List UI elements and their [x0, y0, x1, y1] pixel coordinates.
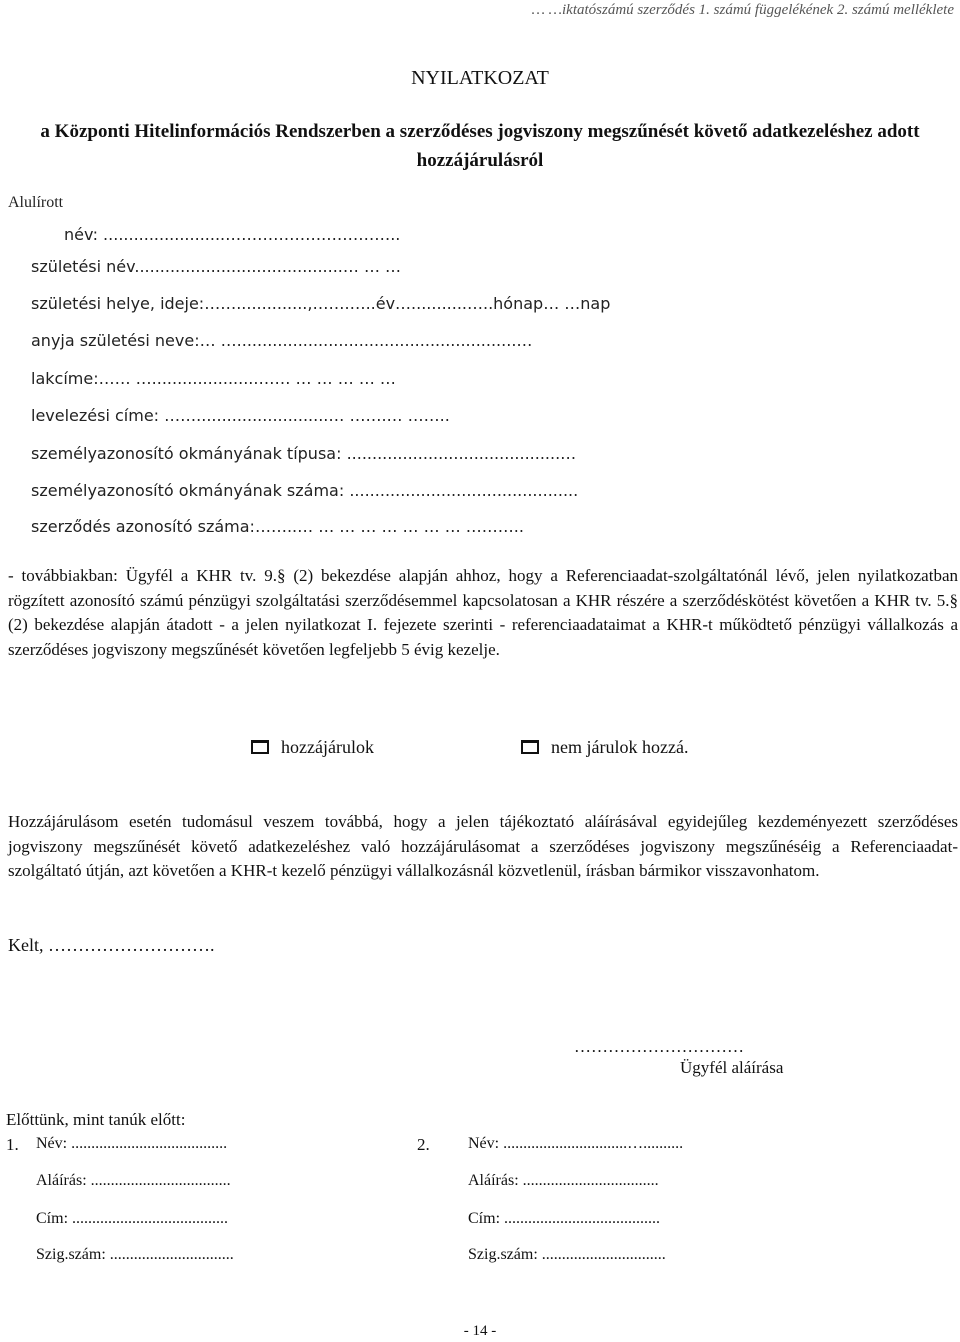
field-name[interactable]: név: ........................……………….…………..	[64, 225, 401, 244]
consent-paragraph: - továbbiakban: Ügyfél a KHR tv. 9.§ (2) bekezdése alapján ahhoz, hogy a Referenciaadat-szolgáltatónál lévő, jelen nyilatkozatban rögzített azonosító számú pénzügyi szolgáltatási szerződésemmel kapcsolatosan a KHR részére a szerződéskötést követően a KHR tv. 5.§ (2) bekezdése alapján átadott - a jelen nyilatkozat I. fejezete szerinti - referenciaadataimat a KHR-t működtető pénzügyi vállalkozás a szerződéses jogviszony megszűnését követően legfeljebb 5 évig kezelje.	[8, 566, 958, 659]
page-number: - 14 -	[463, 1323, 497, 1339]
header-reference: … …iktatószámú szerződés 1. számú függelékének 2. számú melléklete	[531, 2, 954, 18]
field-birth-place-date[interactable]: születési helye, ideje:……..............,…….…..év…...........…..hónap… …nap	[31, 294, 611, 313]
field-mother-name[interactable]: anyja születési neve:… ….......................................................…	[31, 331, 533, 350]
field-address[interactable]: lakcíme:…… ….....................…… … … … … …	[31, 369, 396, 388]
field-id-document-number[interactable]: személyazonosító okmányának száma: .............................................	[31, 481, 579, 500]
option-agree[interactable]	[251, 737, 374, 758]
signature-label: Ügyfél aláírása	[680, 1058, 784, 1077]
witness2-number: 2.	[417, 1135, 430, 1154]
witness2-signature[interactable]: Aláírás: ..................................	[468, 1172, 659, 1189]
witness1-number: 1.	[6, 1135, 19, 1154]
witness1-signature[interactable]: Aláírás: ...................................	[36, 1172, 231, 1189]
witness2-id-number[interactable]: Szig.szám: ...............................	[468, 1246, 666, 1263]
witness1-name[interactable]: Név: .......................................	[36, 1135, 228, 1152]
witness2-address[interactable]: Cím: .......................................	[468, 1210, 661, 1227]
document-title: NYILATKOZAT	[411, 67, 549, 89]
field-birth-name[interactable]: születési név.........................................… … …	[31, 257, 402, 276]
option-disagree[interactable]	[521, 737, 688, 758]
signature-line[interactable]: …………………………	[574, 1037, 744, 1056]
field-contract-id[interactable]: szerződés azonosító száma:……..… … … … … … … … ………..	[31, 517, 524, 536]
witness2-name[interactable]: Név: ...............................…..........	[468, 1135, 684, 1152]
revocation-paragraph: Hozzájárulásom esetén tudomásul veszem továbbá, hogy a jelen tájékoztató aláírásával egyidejűleg kezdeményezett szerződéses jogviszony megszűnését követő adatkezeléshez való hozzájárulásomat a szerződéses jogviszony megszűnéséig a Referenciaadat-szolgáltató útján, azt követően a KHR-t kezelő pénzügyi vállalkozásnál közvetlenül, írásban bármikor visszavonhatom.	[8, 812, 958, 880]
option-agree-label: hozzájárulok	[281, 737, 374, 757]
document-subtitle: a Központi Hitelinformációs Rendszerben a szerződéses jogviszony megszűnését követő adatkezeléshez adott hozzájárulásról	[40, 121, 920, 171]
date-place-field[interactable]: Kelt, ……………………….	[8, 935, 215, 955]
field-id-document-type[interactable]: személyazonosító okmányának típusa: ..........................................…	[31, 444, 577, 463]
intro-text: Alulírott	[8, 194, 64, 211]
option-disagree-label: nem járulok hozzá.	[551, 737, 689, 757]
field-mailing-address[interactable]: levelezési címe: ……..........................… …….… ……..	[31, 406, 450, 425]
witnesses-heading: Előttünk, mint tanúk előtt:	[6, 1110, 186, 1129]
witness1-id-number[interactable]: Szig.szám: ...............................	[36, 1246, 234, 1263]
agree-checkbox[interactable]	[251, 740, 269, 754]
disagree-checkbox[interactable]	[521, 740, 539, 754]
witness1-address[interactable]: Cím: .......................................	[36, 1210, 229, 1227]
